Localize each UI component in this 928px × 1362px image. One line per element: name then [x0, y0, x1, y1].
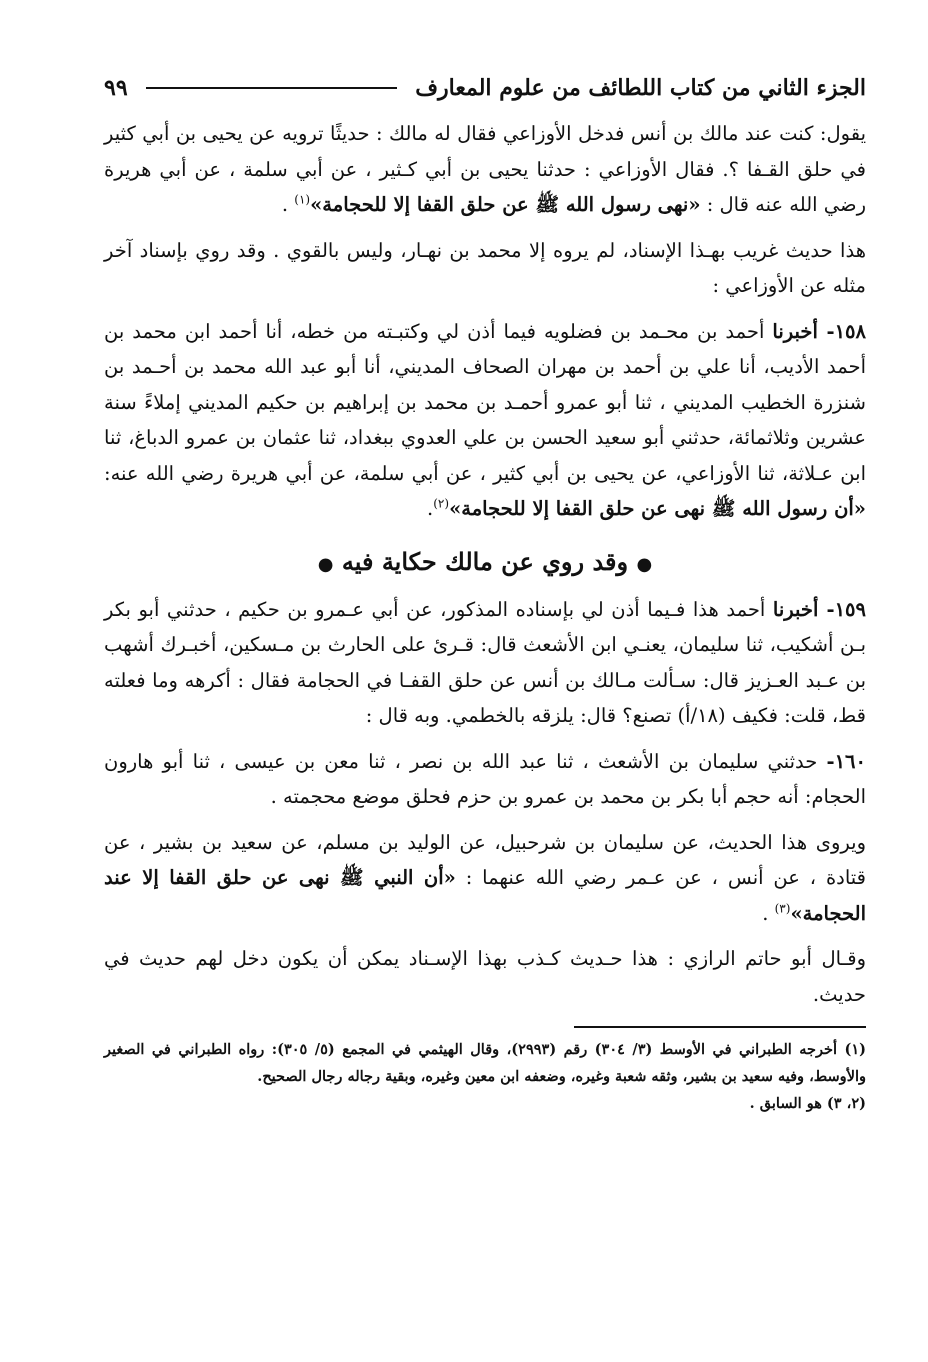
hadith-quote-3: «أن النبي ﷺ نهى عن حلق القفا إلا عند الحجامة» — [104, 866, 866, 925]
bullet-icon-right: ● — [636, 553, 653, 575]
section-heading-text: وقد روي عن مالك حكاية فيه — [341, 546, 629, 576]
paragraph-2-text: هذا حديث غريب بهـذا الإسناد، لم يروه إلا محمد بن نهـار، وليس بالقوي . وقد روي بإسناد آخر مثله عن الأوزاعي : — [104, 238, 866, 297]
hadith-quote-1: «نهى رسول الله ﷺ عن حلق القفا إلا للحجامة» — [310, 193, 701, 216]
paragraph-158-end: . — [427, 497, 434, 520]
page-number: ٩٩ — [104, 75, 128, 101]
running-header — [104, 66, 866, 110]
paragraph-159-lead: أخبرنا — [772, 597, 827, 621]
header-title: الجزء الثاني من كتاب اللطائف من علوم المعارف — [415, 75, 866, 101]
section-heading — [104, 547, 866, 576]
header-rule — [146, 87, 398, 89]
footnote-ref-2[interactable]: (٢) — [433, 496, 450, 511]
paragraph-158-lead: أخبرنا — [772, 319, 827, 343]
paragraph-7-text: وقـال أبو حاتم الرازي : هذا حـديث كـذب بهذا الإسـناد يمكن أن يكون دخل لهم حديث في حديث. — [104, 947, 866, 1006]
paragraph-6 — [104, 825, 866, 932]
paragraph-7 — [104, 941, 866, 1012]
paragraph-6-end: . — [762, 901, 775, 925]
footnotes — [104, 1036, 866, 1117]
footnote-ref-1[interactable]: (١) — [294, 192, 311, 207]
paragraph-1-end: . — [281, 193, 295, 216]
paragraph-160-text: حدثني سليمان بن الأشعث ، ثنا عبد الله بن نصر ، ثنا معن بن عيسى ، ثنا أبو هارون الحجام: أنه حجم أبا بكر بن محمد بن عمرو بن حزم فحلق موضع محجمته . — [104, 749, 866, 808]
paragraph-1 — [104, 116, 866, 223]
paragraph-6-text: ويروى هذا الحديث، عن سليمان بن شرحبيل، عن الوليد بن مسلم، عن سعيد بن بشير ، عن قتادة ، عن أنس ، عن عـمر رضي الله عنهما : — [104, 830, 866, 889]
footnote-1: (١) أخرجه الطبراني في الأوسط (٣/ ٣٠٤) رقم (٢٩٩٣)، وقال الهيثمي في المجمع (٥/ ٣٠٥): رواه الطبراني في الصغير والأوسط، وفيه سعيد بن بشير، وثقه شعبة وغيره، وضعفه ابن معين وغيره، وبقية رجاله رجال الصحيح. — [104, 1041, 867, 1085]
paragraph-159-text: أحمد هذا فـيما أذن لي بإسناده المذكور، عن أبي عـمرو بن حكيم ، حدثني أبو بكر بـن أشكيب، ثنا سليمان، يعنـي ابن الأشعث قال: قـرئ على الحارث بن مـسكين، أخبـرك أشهب بن عـبد العـزيز قال: سـألت مـالك بن أنس عن حلق القفـا في الحجامة فقال : أكرهه وما فعلته قط، قلت: فكيف (١٨/أ) تصنع؟ قال: يلزقه بالخطمي. وبه قال : — [104, 597, 866, 727]
footnote-divider — [574, 1026, 866, 1028]
paragraph-160 — [104, 744, 866, 815]
footnote-2-3: (٢، ٣) هو السابق . — [749, 1095, 866, 1112]
paragraph-2 — [104, 233, 866, 304]
footnote-ref-3[interactable]: (٣) — [774, 901, 791, 915]
bullet-icon-left: ● — [317, 553, 334, 575]
hadith-number-158: ١٥٨- — [826, 319, 866, 343]
paragraph-158-text: أحمد بن محـمد بن فضلويه فيما أذن لي وكتبـته من خطه، أنا أحمد ابن محمد بن أحمد الأديب، أنا علي بن أحمد بن مهران الصحاف المديني، أنا أبو عبد الله محمد بن أحـمد بن شنزرة الخطيب المديني ، ثنا أبو عمرو أحمـد بن محمد بن إبراهيم بن حكيم المديني إملاءً سنة عشرين وثلاثمائة، حدثني أبو سعيد الحسن بن علي العدوي ببغداد، ثنا عثمان بن عمرو الدباغ، ثنا ابن عـلاثة، ثنا الأوزاعي، عن يحيى بن أبي كثير ، عن أبي سلمة، عن أبي هريرة رضي الله عنه: — [104, 319, 866, 485]
hadith-number-160: ١٦٠- — [826, 749, 866, 773]
paragraph-1-text: يقول: كنت عند مالك بن أنس فدخل الأوزاعي فقال له مالك : حديثًا ترويه عن يحيى بن أبي كثير في حلق القـفا ؟. فقال الأوزاعي : حدثنا يحيى بن أبي كـثير ، عن أبي سلمة ، عن أبي هريرة رضي الله عنه قال : — [104, 122, 866, 216]
paragraph-158 — [104, 314, 866, 527]
hadith-number-159: ١٥٩- — [826, 597, 866, 621]
paragraph-159 — [104, 592, 866, 734]
hadith-quote-2: «أن رسول الله ﷺ نهى عن حلق القفا إلا للحجامة» — [449, 497, 866, 520]
